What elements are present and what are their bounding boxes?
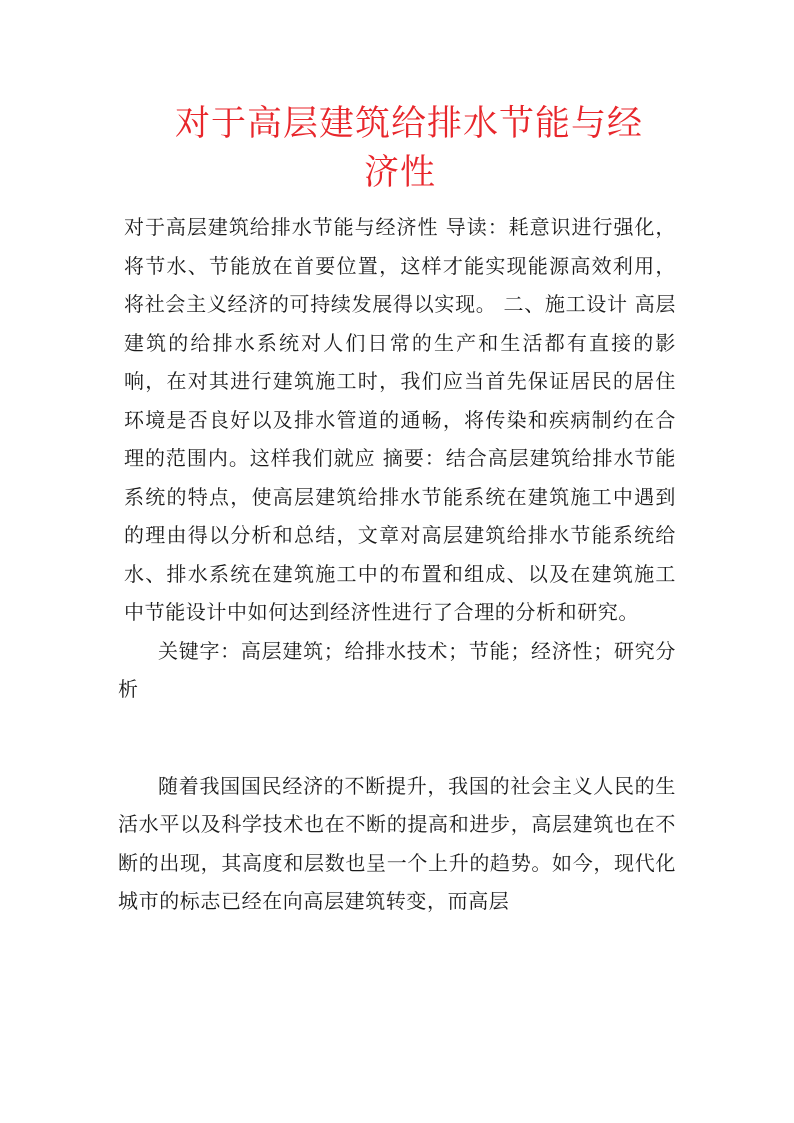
abstract-paragraph: 对于高层建筑给排水节能与经济性 导读：耗意识进行强化，将节水、节能放在首要位置，这样才能实现能源高效利用，将社会主义经济的可持续发展得以实现。 二、施工设计 高层建筑的给排水系统对人们日常的生产和生活都有直接的影响，在对其进行建筑施工时，我们应当首先保证居民的居住环境是否良好以及排水管道的通畅，将传染和疾病制约在合理的范围内。这样我们就应 摘要：结合高层建筑给排水节能系统的特点，使高层建筑给排水节能系统在建筑施工中遇到的理由得以分析和总结，文章对高层建筑给排水节能系统给水、排水系统在建筑施工中的布置和组成、以及在建筑施工中节能设计中如何达到经济性进行了合理的分析和研究。 — [124, 215, 676, 624]
title-line-1: 对于高层建筑给排水节能与经 — [174, 104, 643, 144]
keywords-paragraph: 关键字：高层建筑；给排水技术；节能；经济性；研究分析 — [118, 638, 676, 701]
document-title — [120, 100, 680, 198]
intro-paragraph: 随着我国国民经济的不断提升，我国的社会主义人民的生活水平以及科学技术也在不断的提高和进步，高层建筑也在不断的出现，其高度和层数也呈一个上升的趋势。如今，现代化城市的标志已经在向高层建筑转变，而高层 — [118, 773, 676, 913]
paragraph-spacer — [118, 709, 676, 767]
title-line-2: 济性 — [363, 153, 436, 193]
document-body — [118, 208, 676, 921]
